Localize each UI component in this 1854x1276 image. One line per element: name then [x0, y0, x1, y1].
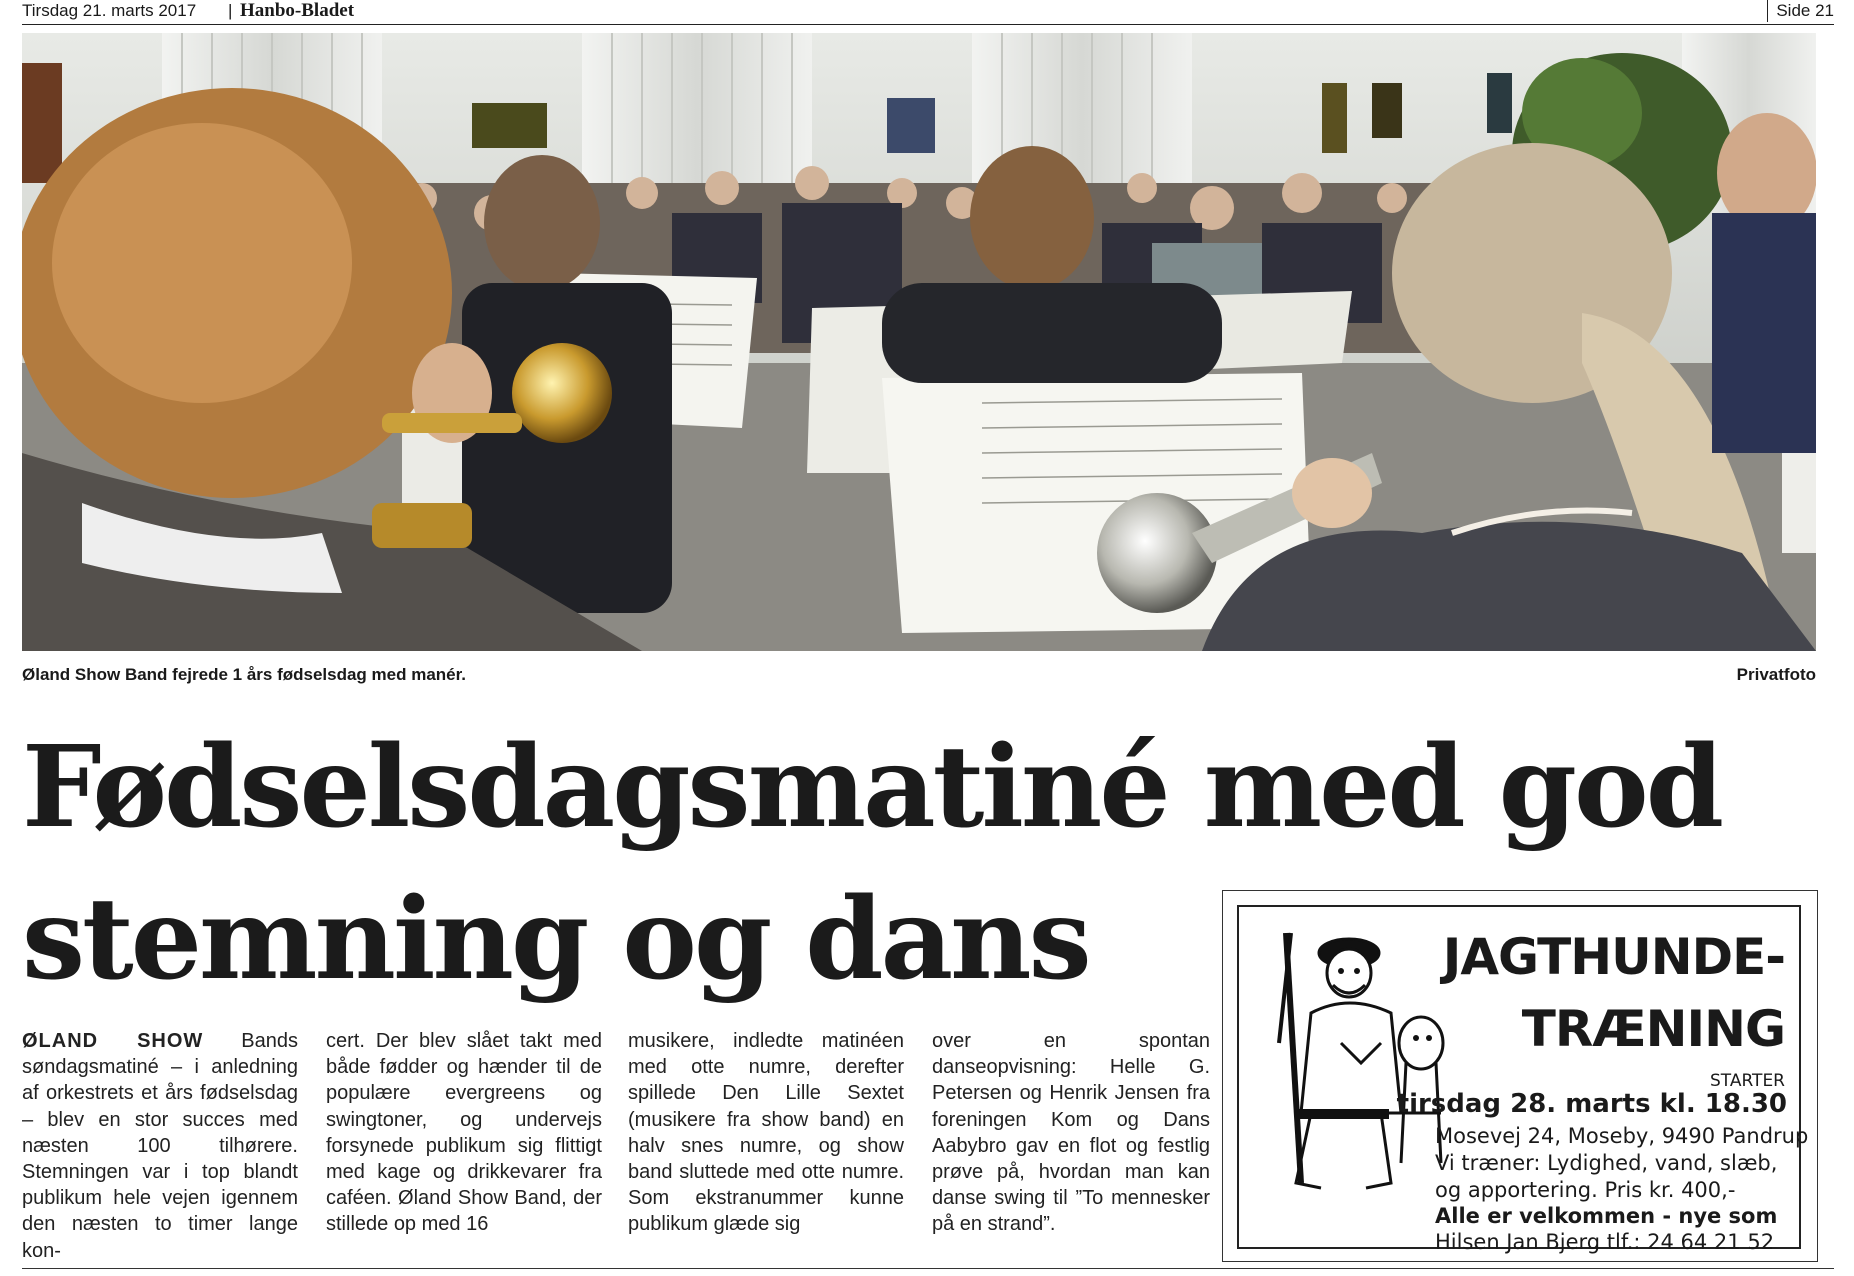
page-header — [22, 0, 1834, 25]
article-photo — [22, 33, 1816, 651]
column-3-text: musikere, indledte matinéen med otte numre, derefter spillede Den Lille Sextet (musikere fra show band) en halv snes numre, og show band sluttede med otte numre. Som ekstranummer kunne publikum glæde sig — [628, 1030, 904, 1236]
advertisement-box — [1222, 890, 1818, 1262]
photo-credit: Privatfoto — [1736, 665, 1816, 684]
column-1-text: Bands søndagsmatiné – i anledning af orkestrets et års fødselsdag – blev en stor succes med næsten 100 tilhørere. Stemningen var i top blandt publikum hele vejen igennem den næsten to timer lange kon- — [22, 1030, 298, 1262]
ad-frame — [1237, 905, 1809, 1254]
issue-date: Tirsdag 21. marts 2017 — [22, 1, 197, 20]
headline-line-1: Fødselsdagsmatiné med god — [22, 722, 1722, 853]
photo-caption: Øland Show Band fejrede 1 års fødselsdag med manér. — [22, 665, 467, 684]
ad-welcome: Alle er velkommen - nye som — [1435, 1204, 1778, 1228]
ad-title-line-1: JAGTHUNDE- — [1442, 928, 1785, 986]
ad-training-types: Vi træner: Lydighed, vand, slæb, — [1435, 1151, 1778, 1175]
article-lead: ØLAND SHOW — [22, 1030, 204, 1052]
newspaper-name: Hanbo-Bladet — [240, 0, 355, 21]
ad-date-time: tirsdag 28. marts kl. 18.30 — [1396, 1089, 1787, 1119]
bottom-rule — [22, 1268, 1834, 1269]
ad-address: Mosevej 24, Moseby, 9490 Pandrup — [1435, 1124, 1809, 1148]
ad-price: og apportering. Pris kr. 400,- — [1435, 1178, 1736, 1202]
article-column-4 — [932, 1028, 1210, 1250]
article-column-3 — [628, 1028, 904, 1250]
hunter-with-dog-icon — [1241, 913, 1453, 1203]
ad-contact: Hilsen Jan Bjerg tlf.: 24 64 21 52 — [1435, 1230, 1775, 1254]
column-2-text: cert. Der blev slået takt med både fødder og hænder til de populære evergreens og swingtoner, og undervejs forsynede publikum sig flittigt med kage og drikkevarer fra caféen. Øland Show Band, der stillede op med 16 — [326, 1030, 602, 1236]
ad-title-line-2: TRÆNING — [1521, 1000, 1785, 1058]
ad-starter-label: STARTER — [1710, 1071, 1785, 1091]
article-column-2 — [326, 1028, 602, 1250]
article-column-1 — [22, 1028, 298, 1262]
page-number: Side 21 — [1767, 0, 1834, 22]
header-separator: | — [228, 1, 233, 20]
band-concert-illustration — [22, 33, 1816, 651]
headline-line-2: stemning og dans — [22, 874, 1089, 1005]
column-4-text: over en spontan danseopvisning: Helle G. Petersen og Henrik Jensen fra foreningen Kom og Dans Aabybro gav en flot og festlig prøve på, hvordan man kan danse swing til ”To mennesker på en strand”. — [932, 1030, 1210, 1236]
